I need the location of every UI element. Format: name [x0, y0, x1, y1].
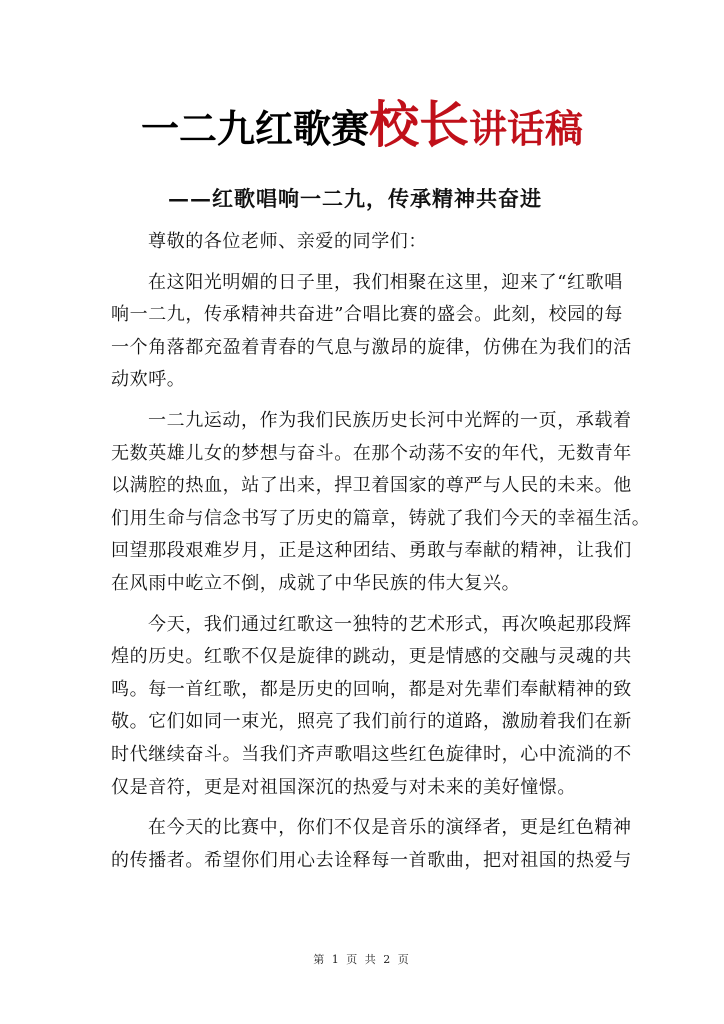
paragraph: [111, 267, 632, 397]
page-footer: 第 1 页 共 2 页: [313, 953, 411, 966]
document-body: [111, 226, 651, 877]
paragraph: [111, 405, 651, 601]
text-line: 煌的历史。红歌不仅是旋律的跳动，更是情感的交融与灵魂的共: [111, 646, 632, 668]
text-line: 今天，我们通过红歌这一独特的艺术形式，再次唤起那段辉: [148, 613, 632, 635]
title-part-2: 校长: [369, 96, 469, 154]
title-part-3: 讲话稿: [469, 107, 584, 151]
text-line: 鸣。每一首红歌，都是历史的回响，都是对先辈们奉献精神的致: [111, 678, 632, 700]
text-line: 们用生命与信念书写了历史的篇章，铸就了我们今天的幸福生活。: [111, 507, 651, 529]
paragraph-gap: [111, 397, 619, 405]
text-line: 敬。它们如同一束光，照亮了我们前行的道路，激励着我们在新: [111, 711, 632, 733]
text-line: 尊敬的各位老师、亲爱的同学们：: [148, 231, 427, 252]
paragraph: [111, 609, 632, 805]
paragraph-gap: [111, 804, 619, 812]
document-subtitle: ——红歌唱响一二九，传承精神共奋进: [168, 186, 542, 211]
text-line: 动欢呼。: [111, 369, 186, 391]
title-part-1: 一二九红歌赛: [140, 107, 369, 151]
document-title: [0, 96, 724, 154]
paragraph-gap: [111, 601, 619, 609]
text-line: 回望那段艰难岁月，正是这种团结、勇敢与奉献的精神，让我们: [111, 540, 632, 562]
text-line: 以满腔的热血，站了出来，捍卫着国家的尊严与人民的未来。他: [111, 475, 632, 497]
text-line: 无数英雄儿女的梦想与奋斗。在那个动荡不安的年代，无数青年: [111, 442, 632, 464]
text-line: 一个角落都充盈着青春的气息与激昂的旋律，仿佛在为我们的活: [111, 336, 632, 358]
text-line: 在风雨中屹立不倒，成就了中华民族的伟大复兴。: [111, 572, 521, 594]
paragraph: [111, 226, 619, 259]
paragraph: [111, 812, 632, 877]
text-line: 在今天的比赛中，你们不仅是音乐的演绎者，更是红色精神: [148, 817, 632, 839]
text-line: 的传播者。希望你们用心去诠释每一首歌曲，把对祖国的热爱与: [111, 849, 632, 871]
text-line: 时代继续奋斗。当我们齐声歌唱这些红色旋律时，心中流淌的不: [111, 743, 632, 765]
text-line: 仅是音符，更是对祖国深沉的热爱与对未来的美好憧憬。: [111, 776, 576, 798]
text-line: 一二九运动，作为我们民族历史长河中光辉的一页，承载着: [148, 409, 632, 431]
text-line: 响一二九，传承精神共奋进”合唱比赛的盛会。此刻，校园的每: [111, 304, 623, 326]
paragraph-gap: [111, 259, 619, 267]
text-line: 在这阳光明媚的日子里，我们相聚在这里，迎来了“红歌唱: [148, 271, 623, 293]
